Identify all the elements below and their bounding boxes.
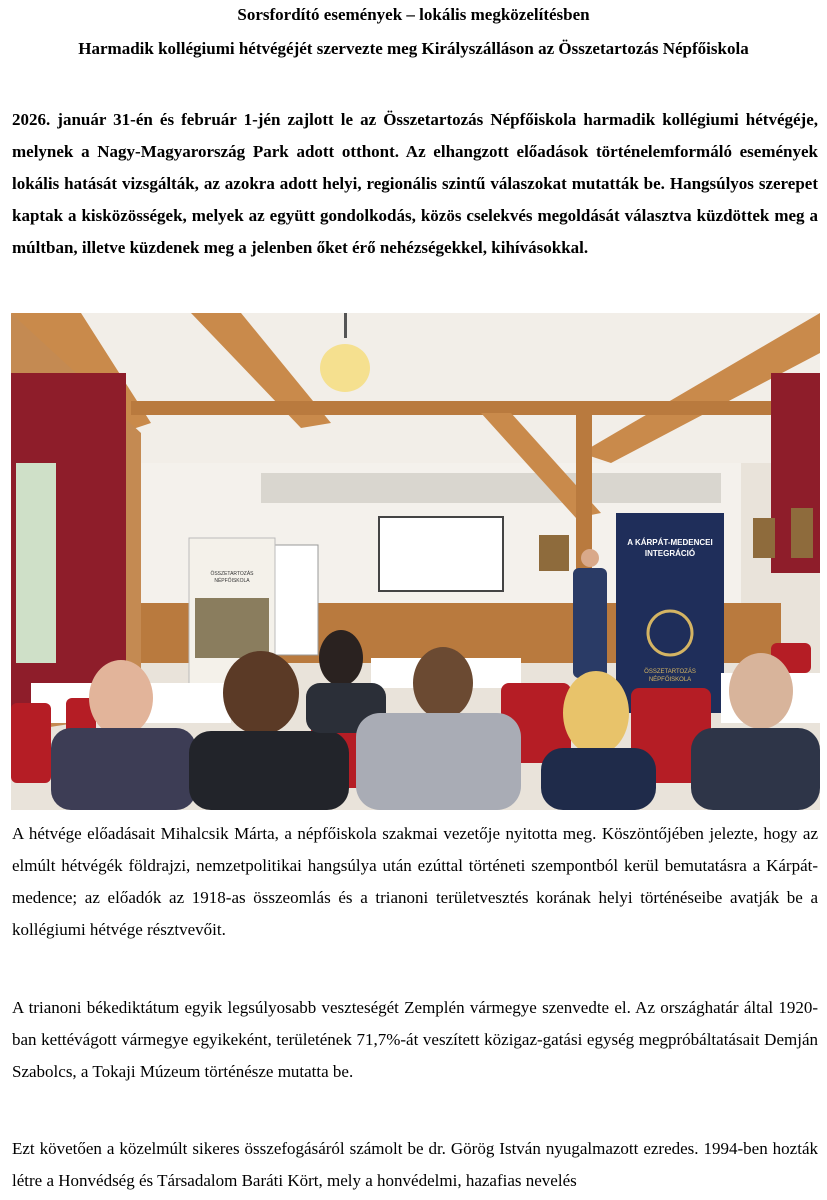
event-photo — [11, 313, 820, 810]
paragraph-2: A trianoni békediktátum egyik legsúlyosabb veszteségét Zemplén vármegye szenvedte el. Az országhatár által 1920-ban kettévágott vármegye egyikeként, területének 71,7%-át veszített közigaz-gatási egység megpróbáltatásait Demján Szabolcs, a Tokaji Múzeum történésze mutatta be. — [12, 998, 818, 1081]
paragraph-1: A hétvége előadásait Mihalcsik Márta, a népfőiskola szakmai vezetője nyitotta meg. Köszöntőjében jelezte, hogy az elmúlt hétvégék földrajzi, nemzetpolitikai hangsúlya után ezúttal történeti szempontból kerül bemutatásra a Kárpát-medence; az előadók az 1918-as összeomlás és a trianoni területvesztés korának helyi történéseibe avatják be a kollégiumi hétvége résztvevőit. — [12, 824, 818, 939]
page-title: Sorsfordító események – lokális megközelítésben — [237, 5, 590, 24]
paragraph-3: Ezt követően a közelmúlt sikeres összefogásáról számolt be dr. Görög István nyugalmazott ezredes. 1994-ben hozták létre a Honvédség és Társadalom Baráti Kört, mely a honvédelmi, hazafias nevelés — [12, 1139, 818, 1190]
page-subtitle: Harmadik kollégiumi hétvégéjét szervezte meg Királyszálláson az Összetartozás Népfőiskola — [78, 39, 749, 58]
banner-right-title: A KÁRPÁT-MEDENCEI — [627, 538, 713, 547]
banner-right-footer-2: NÉPFŐISKOLA — [648, 677, 692, 683]
banner-left-text-2: NÉPFŐISKOLA — [214, 578, 250, 584]
banner-right-title-2: INTEGRÁCIÓ — [644, 549, 696, 558]
banner-left-text: ÖSSZETARTOZÁS — [210, 571, 254, 577]
lead-paragraph: 2026. január 31-én és február 1-jén zajlott le az Összetartozás Népfőiskola harmadik kollégiumi hétvégéje, melynek a Nagy-Magyarország Park adott otthont. Az elhangzott előadások történelemformáló események lokális hatását vizsgálták, az azokra adott helyi, regionális szintű válaszokat mutatták be. Hangsúlyos szerepet kaptak a kisközösségek, melyek az együtt gondolkodás, közös cselekvés megoldását választva küzdöttek meg a múltban, illetve küzdenek meg a jelenben őket érő nehézségekkel, kihívásokkal. — [12, 110, 818, 257]
banner-right-footer: ÖSSZETARTOZÁS — [644, 669, 696, 675]
